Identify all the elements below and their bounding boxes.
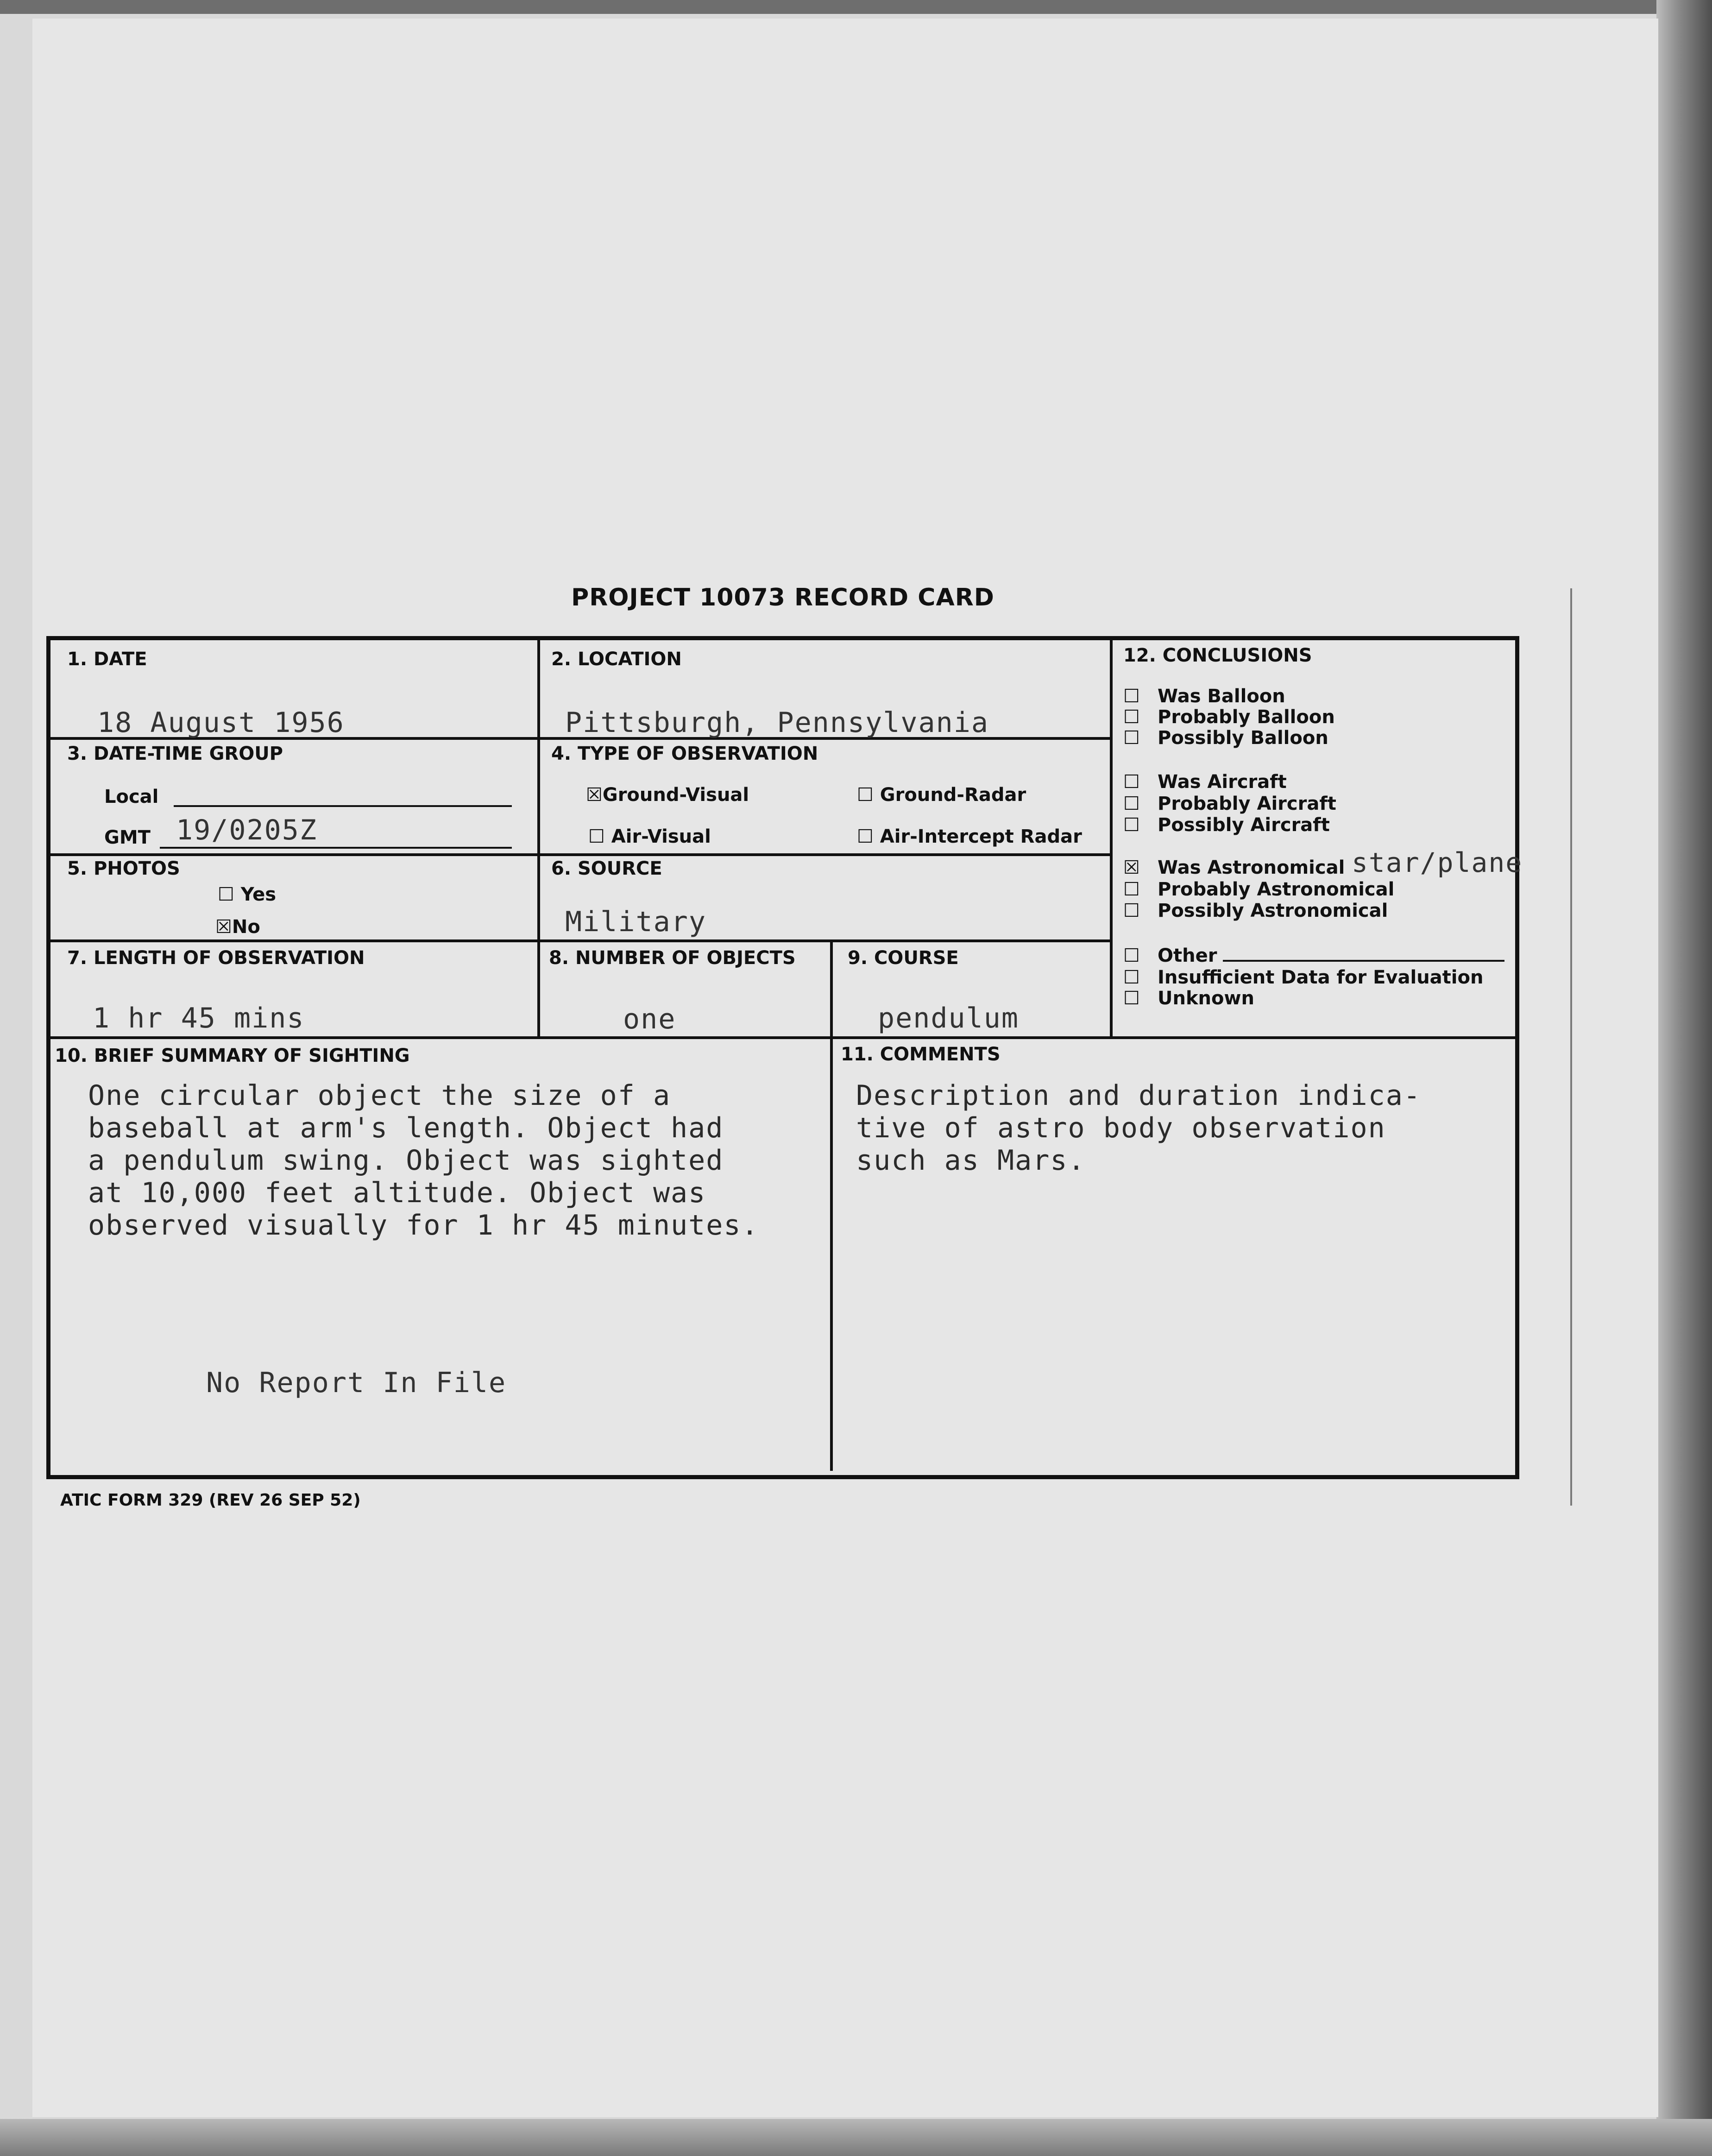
conclusion-insufficient-data: ☐ Insufficient Data for Evaluation (1123, 967, 1484, 988)
comments-line: such as Mars. (856, 1144, 1086, 1177)
local-field (174, 805, 512, 807)
summary-line: observed visually for 1 hr 45 minutes. (88, 1209, 759, 1242)
checkbox-icon: ☐ (1123, 727, 1140, 749)
summary-line: baseball at arm's length. Object had (88, 1112, 724, 1144)
source-label: 6. SOURCE (551, 858, 662, 879)
comments-text (856, 1079, 1421, 1177)
observation-type-label: 4. TYPE OF OBSERVATION (551, 743, 818, 764)
source-value: Military (565, 906, 706, 938)
conclusions-label: 12. CONCLUSIONS (1123, 645, 1312, 666)
checkbox-icon: ☐ (1123, 686, 1140, 707)
checked-box-icon: ☒ (215, 916, 232, 938)
location-value: Pittsburgh, Pennsylvania (565, 706, 989, 739)
gmt-label: GMT (104, 827, 151, 848)
summary-line: a pendulum swing. Object was sighted (88, 1144, 724, 1177)
conclusion-unknown: ☐ Unknown (1123, 988, 1254, 1009)
checkbox-icon: ☐ (1123, 967, 1140, 988)
length-label: 7. LENGTH OF OBSERVATION (67, 947, 365, 969)
air-intercept-text: Air-Intercept Radar (880, 826, 1082, 847)
divider (50, 853, 1111, 856)
air-visual-text: Air-Visual (611, 826, 711, 847)
checkbox-icon: ☐ (1123, 945, 1140, 966)
checkbox-icon: ☐ (857, 826, 874, 847)
ground-visual-text: Ground-Visual (602, 784, 749, 806)
conclusion-probably-astronomical: ☐ Probably Astronomical (1123, 879, 1395, 900)
conclusion-probably-aircraft: ☐ Probably Aircraft (1123, 793, 1336, 814)
astronomical-note: star/plane (1352, 847, 1523, 878)
conclusion-probably-balloon: ☐ Probably Balloon (1123, 706, 1335, 728)
summary-note: No Report In File (206, 1367, 507, 1399)
summary-text (88, 1079, 759, 1242)
conclusion-possibly-aircraft: ☐ Possibly Aircraft (1123, 814, 1330, 836)
checkbox-icon: ☐ (218, 884, 234, 905)
divider (1110, 640, 1113, 1038)
date-value: 18 August 1956 (97, 706, 345, 739)
scan-bottom-edge (0, 2119, 1712, 2156)
checkbox-icon: ☐ (1123, 706, 1140, 728)
photos-label: 5. PHOTOS (67, 858, 180, 879)
margin-line (1570, 588, 1572, 1506)
conclusion-was-balloon: ☐ Was Balloon (1123, 686, 1285, 707)
checked-box-icon: ☒ (586, 784, 603, 806)
ground-radar-text: Ground-Radar (880, 784, 1026, 806)
scan-top-edge (0, 0, 1712, 14)
local-label: Local (104, 786, 159, 807)
conclusion-possibly-balloon: ☐ Possibly Balloon (1123, 727, 1328, 749)
date-label: 1. DATE (67, 649, 147, 670)
conclusion-was-astronomical: ☒ Was Astronomical (1123, 857, 1345, 878)
checkbox-icon: ☐ (857, 784, 874, 806)
checkbox-icon: ☐ (1123, 814, 1140, 836)
ground-visual-option (586, 784, 749, 806)
photos-no-text: No (232, 916, 260, 938)
summary-line: at 10,000 feet altitude. Object was (88, 1177, 706, 1209)
course-label: 9. COURSE (848, 947, 959, 969)
scan-right-edge (1656, 0, 1712, 2156)
num-objects-label: 8. NUMBER OF OBJECTS (549, 947, 796, 969)
conclusion-possibly-astronomical: ☐ Possibly Astronomical (1123, 900, 1388, 921)
form-footer: ATIC FORM 329 (REV 26 SEP 52) (60, 1491, 361, 1510)
other-field (1223, 960, 1504, 962)
comments-line: tive of astro body observation (856, 1112, 1386, 1144)
conclusion-was-aircraft: ☐ Was Aircraft (1123, 771, 1287, 793)
num-objects-value: one (623, 1003, 676, 1035)
checkbox-icon: ☐ (1123, 879, 1140, 900)
conclusion-other: ☐ Other (1123, 945, 1217, 966)
summary-line: One circular object the size of a (88, 1079, 671, 1112)
checkbox-icon: ☐ (1123, 988, 1140, 1009)
divider (830, 940, 833, 1471)
checked-box-icon: ☒ (1123, 857, 1140, 878)
location-label: 2. LOCATION (551, 649, 682, 670)
checkbox-icon: ☐ (1123, 771, 1140, 793)
gmt-value: 19/0205Z (176, 814, 317, 846)
air-intercept-option (857, 826, 1082, 847)
course-value: pendulum (878, 1002, 1019, 1034)
checkbox-icon: ☐ (1123, 793, 1140, 814)
length-value: 1 hr 45 mins (93, 1002, 305, 1034)
divider (50, 939, 1111, 942)
comments-label: 11. COMMENTS (841, 1044, 1001, 1065)
gmt-field (160, 847, 512, 849)
ground-radar-option (857, 784, 1026, 806)
card-title: PROJECT 10073 RECORD CARD (571, 584, 994, 611)
divider (537, 640, 540, 1038)
divider (50, 1036, 1515, 1039)
air-visual-option (588, 826, 711, 847)
checkbox-icon: ☐ (588, 826, 605, 847)
comments-line: Description and duration indica- (856, 1079, 1421, 1112)
checkbox-icon: ☐ (1123, 900, 1140, 921)
photos-no-option (215, 916, 260, 938)
dtg-label: 3. DATE-TIME GROUP (67, 743, 283, 764)
photos-yes-text: Yes (240, 884, 277, 905)
photos-yes-option (218, 884, 276, 905)
summary-label: 10. BRIEF SUMMARY OF SIGHTING (55, 1045, 410, 1066)
